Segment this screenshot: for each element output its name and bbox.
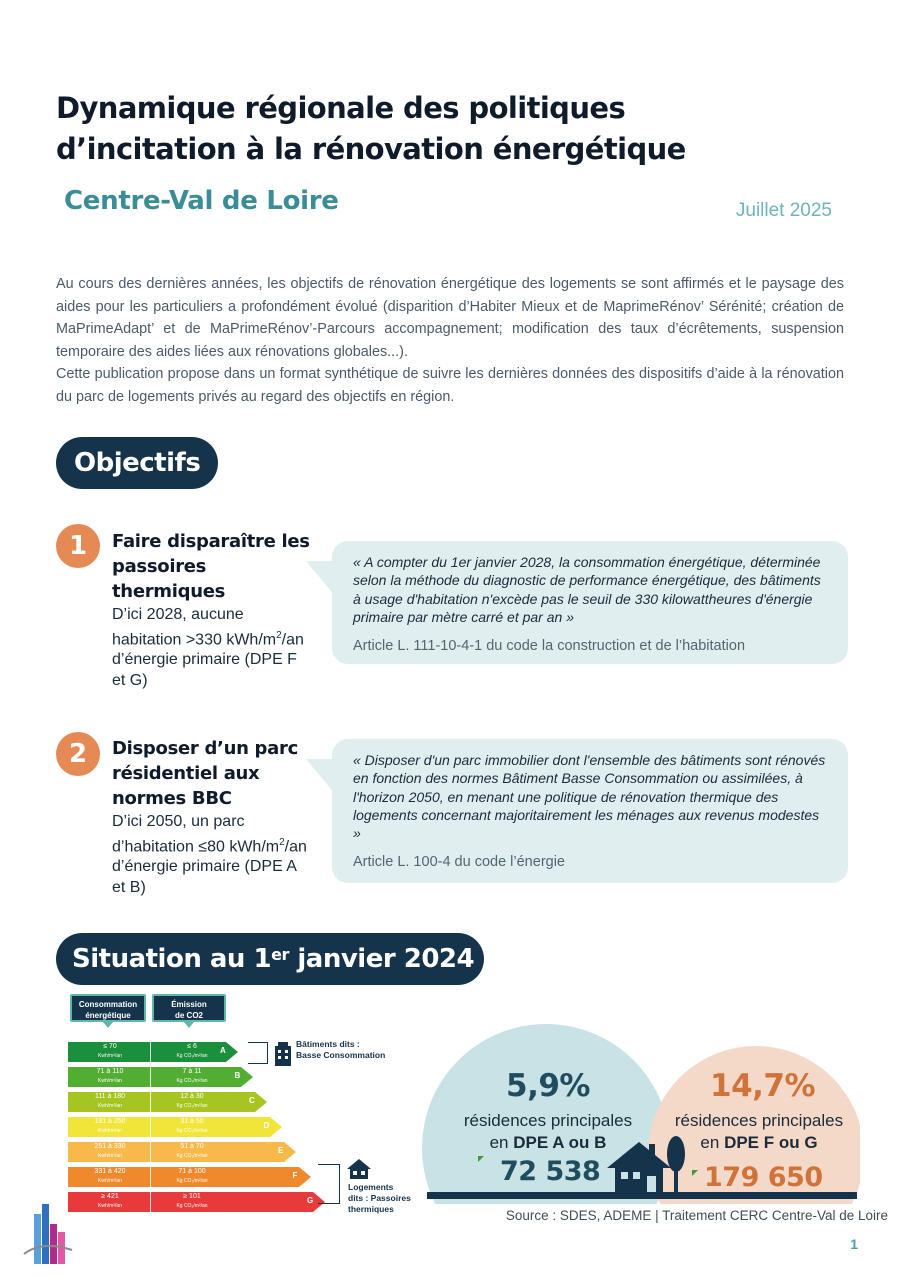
dpe-energy-value: ≤ 70 Kwh/m²/an [98,1043,122,1059]
objective-title-2: Disposer d’un parc résidentiel aux normes BBC [112,738,298,809]
page-number: 1 [850,1236,858,1252]
quote-text-2: « Disposer d'un parc immobilier dont l'ensemble des bâtiments sont rénovés en fonction des normes Bâtiment Basse Consommation ou assimilées, à l'horizon 2050, en menant une politique de rénovation thermique des logements concernant majoritairement les ménages aux revenus modestes » [353,752,826,842]
dpe-co2-value: 7 à 11 Kg CO₂/m²/an [176,1068,208,1084]
passoire-label: Logements dits : Passoires thermiques [348,1182,411,1214]
dpe-energy-value: 331 à 420 Kwh/m²/an [94,1168,126,1184]
objective-description-2: D’ici 2050, un parc d’habitation ≤80 kWh/$m^2/an$ d’énergie primaire (DPE A et B) [112,813,307,896]
quote-text-1: « A compter du 1er janvier 2028, la consommation énergétique, déterminée selon la méthode du diagnostic de performance énergétique, des bâtiments à usage d'habitation n'excède pas le seuil de 330 kilowattheures d'énergie primaire par mètre carré et par an » [353,554,821,625]
title-line-1: Dynamique régionale des politiques [56,91,626,125]
intro-paragraph-1: Au cours des dernières années, les objectifs de rénovation énergétique des logements se sont affirmés et le paysage des aides pour les particuliers a profondément évolué (disparition d’Habiter Mieux et de MaprimeRénov’ Sérénité; création de MaPrimeAdapt’ et de MaPrimeRénov’-Parcours accompagnement; modification des taux d’écrêtements, suspension temporaire des aides liées aux rénovations globales...). [56,276,844,360]
fg-count: 179 650 [704,1162,823,1193]
fg-label: résidences principales en DPE F ou G [674,1111,844,1152]
dpe-co2-value: ≤ 6 Kg CO₂/m²/an [176,1043,208,1059]
dpe-scale [56,994,416,1224]
dpe-letter: C [249,1096,255,1105]
stats-visual [420,1024,860,1204]
intro-paragraph-2: Cette publication propose dans un format synthétique de suivre les dernières données des dispositifs d’aide à la rénovation du parc de logements privés au regard des objectifs en région. [56,366,844,405]
dpe-energy-value: 71 à 110 Kwh/m²/an [96,1068,124,1084]
passoire-bracket [318,1164,340,1204]
objectives-heading: Objectifs [56,437,218,489]
quote-bubble-1 [332,541,848,664]
fg-percentage: 14,7% [710,1068,816,1104]
dpe-co2-value: ≥ 101 Kg CO₂/m²/an [176,1193,208,1209]
quote-reference-1: Article L. 111-10-4-1 du code la construction et de l’habitation [353,638,746,655]
objective-number-1: 1 [56,524,100,568]
dpe-energy-value: 111 à 180 Kwh/m²/an [94,1093,126,1109]
objective-title-1: Faire disparaître les passoires thermiques [112,531,310,602]
co2-emission-header: Émission de CO2 [152,994,226,1022]
energy-consumption-header: Consommation énergétique [70,994,146,1022]
source-note: Source : SDES, ADEME | Traitement CERC Centre-Val de Loire [505,1208,888,1223]
situation-heading: Situation au 1er janvier 2024 [56,933,484,985]
dpe-energy-value: 181 à 250 Kwh/m²/an [94,1118,126,1134]
ground-line [427,1192,857,1199]
dpe-letter: B [234,1071,241,1080]
dpe-energy-value: ≥ 421 Kwh/m²/an [98,1193,122,1209]
region-subtitle: Centre-Val de Loire [64,186,339,216]
house-icon [346,1158,372,1180]
objective-number-2: 2 [56,732,100,776]
dpe-co2-value: 31 à 50 Kg CO₂/m²/an [176,1118,208,1134]
building-icon [274,1040,292,1066]
dpe-letter: A [220,1046,226,1055]
dpe-letter: D [263,1121,270,1130]
publication-date: Juillet 2025 [735,200,832,221]
title-line-2: d’incitation à la rénovation énergétique [56,132,686,166]
bbc-bracket [248,1042,268,1064]
ab-label: résidences principales en DPE A ou B [463,1111,633,1152]
ab-count: 72 538 [500,1156,601,1187]
dpe-energy-value: 251 à 330 Kwh/m²/an [94,1143,126,1159]
dpe-co2-value: 51 à 70 Kg CO₂/m²/an [176,1143,208,1159]
dpe-letter: G [307,1196,314,1205]
quote-bubble-2 [332,739,848,883]
dpe-co2-value: 71 à 100 Kg CO₂/m²/an [176,1168,208,1184]
dpe-letter: F [292,1171,298,1180]
dpe-letter: E [278,1146,284,1155]
objective-description-1: D’ici 2028, aucune habitation >330 kWh/$m^2/an$ d’énergie primaire (DPE F et G) [112,606,304,689]
cerc-logo-icon [20,1200,76,1268]
chimney [649,1144,655,1156]
bbc-label: Bâtiments dits : Basse Consommation [296,1039,386,1060]
intro-text [56,273,844,409]
dpe-co2-value: 12 à 30 Kg CO₂/m²/an [176,1093,208,1109]
ab-percentage: 5,9% [506,1068,590,1104]
quote-reference-2: Article L. 100-4 du code l’énergie [353,854,565,871]
page-title [56,88,836,170]
